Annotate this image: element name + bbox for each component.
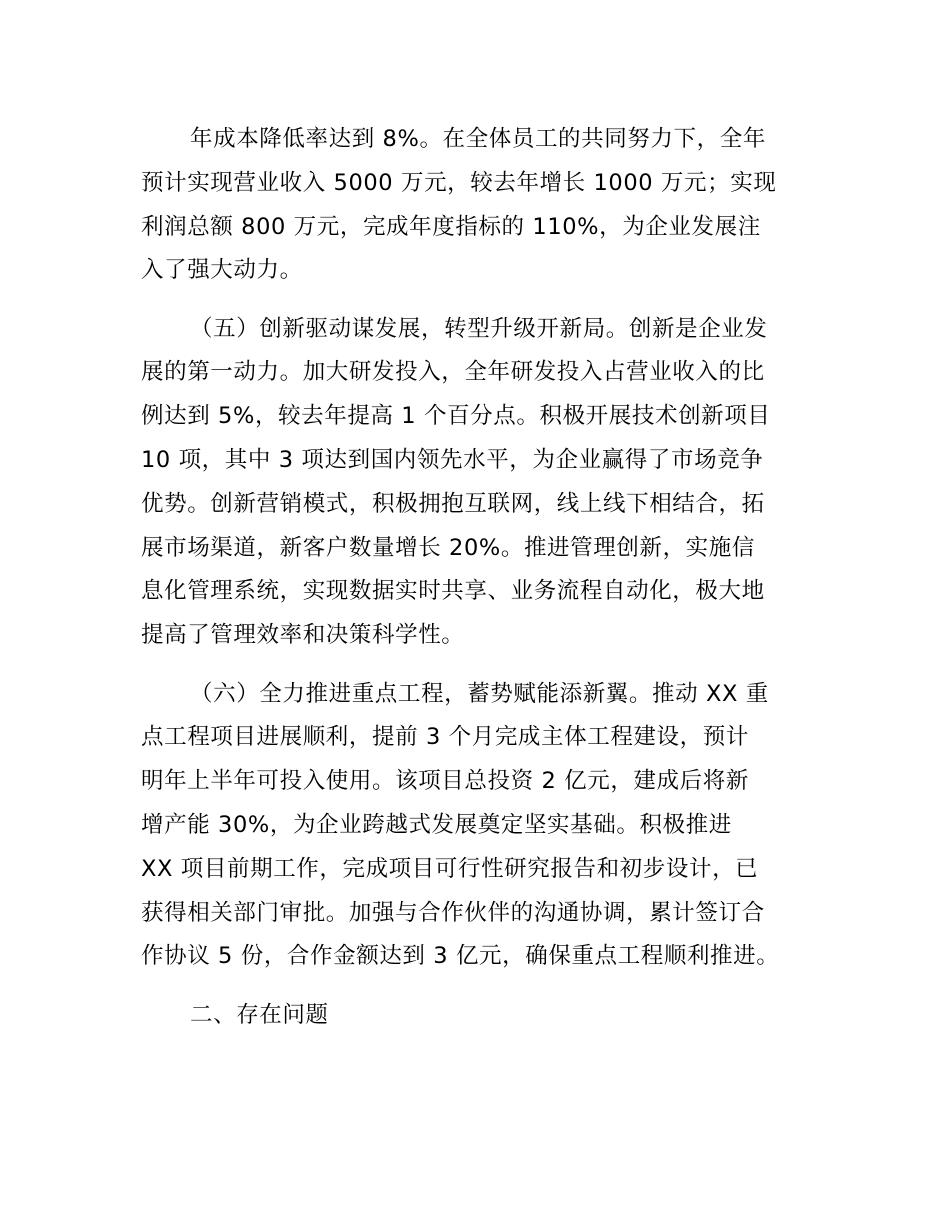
text-line: 展市场渠道，新客户数量增长 20%。推进管理创新，实施信 — [141, 534, 755, 561]
text-line: 展的第一动力。加大研发投入，全年研发投入占营业收入的比 — [141, 359, 765, 386]
text-line: 明年上半年可投入使用。该项目总投资 2 亿元，建成后将新 — [141, 768, 749, 795]
document-body — [141, 118, 813, 1037]
text-line: 例达到 5%，较去年提高 1 个百分点。积极开展技术创新项目 — [141, 403, 771, 430]
text-line: （五）创新驱动谋发展，转型升级开新局。创新是企业发 — [190, 315, 768, 342]
text-line: 预计实现营业收入 5000 万元，较去年增长 1000 万元；实现 — [141, 169, 777, 196]
text-line: 利润总额 800 万元，完成年度指标的 110%，为企业发展注 — [141, 213, 761, 240]
section-heading: 二、存在问题 — [190, 1001, 329, 1028]
text-line: 优势。创新营销模式，积极拥抱互联网，线上线下相结合，拓 — [141, 490, 765, 517]
text-line: 作协议 5 份，合作金额达到 3 亿元，确保重点工程顺利推进。 — [141, 943, 780, 970]
text-line: 入了强大动力。 — [141, 257, 303, 284]
text-line: 提高了管理效率和决策科学性。 — [141, 622, 465, 649]
text-line: 获得相关部门审批。加强与合作伙伴的沟通协调，累计签订合 — [141, 899, 765, 926]
text-line: 年成本降低率达到 8%。在全体员工的共同努力下，全年 — [190, 126, 766, 152]
text-line: 增产能 30%，为企业跨越式发展奠定坚实基础。积极推进 — [141, 811, 732, 838]
paragraph-cost-revenue — [141, 118, 813, 293]
text-line: 点工程项目进展顺利，提前 3 个月完成主体工程建设，预计 — [141, 724, 749, 751]
text-line: 息化管理系统，实现数据实时共享、业务流程自动化，极大地 — [141, 578, 765, 605]
paragraph-key-projects — [141, 673, 813, 980]
text-line: （六）全力推进重点工程，蓄势赋能添新翼。推动 XX 重 — [190, 680, 769, 707]
text-line: 10 项，其中 3 项达到国内领先水平，为企业赢得了市场竞争 — [141, 447, 764, 474]
text-line: XX 项目前期工作，完成项目可行性研究报告和初步设计，已 — [141, 855, 759, 882]
paragraph-innovation — [141, 308, 813, 658]
